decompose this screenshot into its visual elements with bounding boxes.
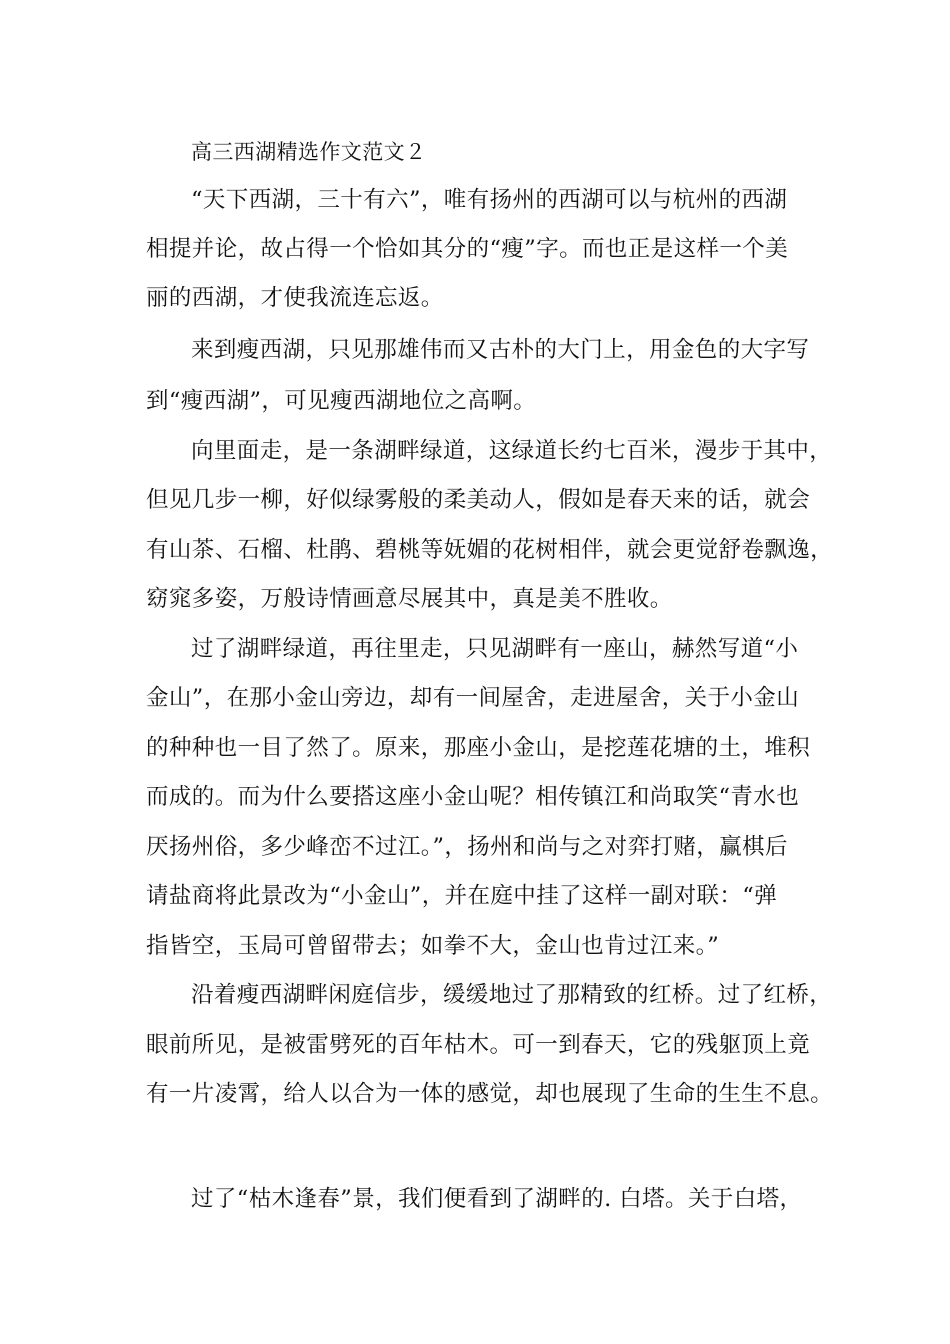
paragraph-line: 有一片凌霄，给人以合为一体的感觉，却也展现了生命的生生不息。 (146, 1081, 834, 1107)
document-title: 高三西湖精选作文范文２ (191, 140, 427, 164)
paragraph-line: 来到瘦西湖，只见那雄伟而又古朴的大门上，用金色的大字写 (191, 337, 810, 363)
paragraph-line: 厌扬州俗，多少峰峦不过江。”，扬州和尚与之对弈打赌，赢棋后 (146, 834, 788, 860)
paragraph-line: 到“瘦西湖”，可见瘦西湖地位之高啊。 (146, 388, 537, 414)
paragraph-line: 而成的。而为什么要搭这座小金山呢？相传镇江和尚取笑“青水也 (146, 784, 800, 810)
paragraph-line: 过了“枯木逢春”景，我们便看到了湖畔的. 白塔。关于白塔， (191, 1186, 803, 1212)
paragraph-line: 相提并论，故占得一个恰如其分的“瘦”字。而也正是这样一个美 (146, 236, 789, 262)
paragraph-line: 金山”，在那小金山旁边，却有一间屋舍，走进屋舍，关于小金山 (146, 685, 800, 711)
paragraph-line: 眼前所见，是被雷劈死的百年枯木。可一到春天，它的残躯顶上竟 (146, 1032, 811, 1058)
paragraph-line: 请盐商将此景改为“小金山”，并在庭中挂了这样一副对联：“弹 (146, 883, 778, 909)
paragraph-line: 窈窕多姿，万般诗情画意尽展其中，真是美不胜收。 (146, 586, 673, 612)
paragraph-line: 指皆空，玉局可曾留带去；如拳不大，金山也肯过江来。” (146, 933, 720, 959)
paragraph-line: 向里面走，是一条湖畔绿道，这绿道长约七百米，漫步于其中， (191, 438, 833, 464)
paragraph-line: 有山茶、石榴、杜鹃、碧桃等妩媚的花树相伴，就会更觉舒卷飘逸， (146, 537, 834, 563)
paragraph-line: 沿着瘦西湖畔闲庭信步，缓缓地过了那精致的红桥。过了红桥， (191, 982, 833, 1008)
paragraph-line: 丽的西湖，才使我流连忘返。 (146, 285, 444, 311)
paragraph-line: 但见几步一柳，好似绿雾般的柔美动人，假如是春天来的话，就会 (146, 487, 811, 513)
paragraph-line: “天下西湖，三十有六”，唯有扬州的西湖可以与杭州的西湖 (191, 187, 788, 213)
paragraph-line: 的种种也一目了然了。原来，那座小金山，是挖莲花塘的土，堆积 (146, 735, 811, 761)
paragraph-line: 过了湖畔绿道，再往里走，只见湖畔有一座山，赫然写道“小 (191, 636, 799, 662)
